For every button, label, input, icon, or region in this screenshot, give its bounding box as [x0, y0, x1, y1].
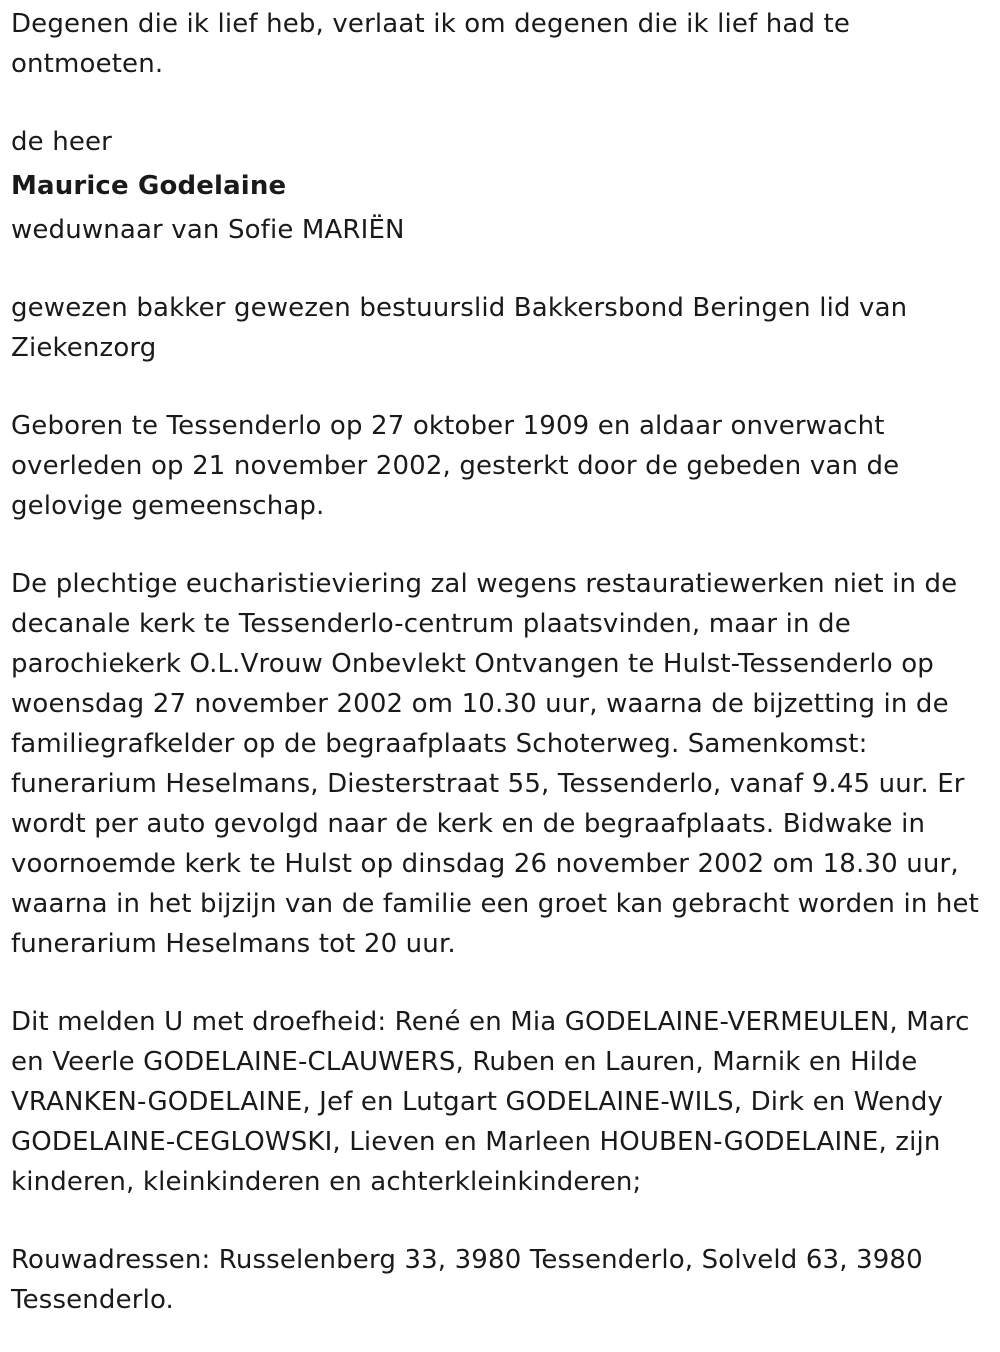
birth-death-paragraph: Geboren te Tessenderlo op 27 oktober 1909 en aldaar onverwacht overleden op 21 november 2002, gesterkt door de gebeden van de gelovige gemeenschap. — [11, 411, 900, 521]
opening-quote: Degenen die ik lief heb, verlaat ik om degenen die ik lief had te ontmoeten. — [11, 9, 851, 79]
addresses-paragraph: Rouwadressen: Russelenberg 33, 3980 Tessenderlo, Solveld 63, 3980 Tessenderlo. — [11, 1245, 923, 1315]
occupation-paragraph: gewezen bakker gewezen bestuurslid Bakkersbond Beringen lid van Ziekenzorg — [11, 293, 908, 363]
deceased-name: Maurice Godelaine — [11, 171, 287, 201]
salutation: de heer — [11, 127, 112, 157]
ceremony-paragraph: De plechtige eucharistieviering zal wegens restauratiewerken niet in de decanale kerk te Tessenderlo-centrum plaatsvinden, maar in de parochiekerk O.L.Vrouw Onbevlekt Ontvangen te Hulst-Tessenderlo op woensdag 27 november 2002 om 10.30 uur, waarna de bijzetting in de familiegrafkelder op de begraafplaats Schoterweg. Samenkomst: funerarium Heselmans, Diesterstraat 55, Tessenderlo, vanaf 9.45 uur. Er wordt per auto gevolgd naar de kerk en de begraafplaats. Bidwake in voornoemde kerk te Hulst op dinsdag 26 november 2002 om 18.30 uur, waarna in het bijzijn van de familie een groet kan gebracht worden in het funerarium Heselmans tot 20 uur. — [11, 569, 979, 959]
widower-line: weduwnaar van Sofie MARIËN — [11, 215, 405, 245]
announcement-paragraph: Dit melden U met droefheid: René en Mia GODELAINE-VERMEULEN, Marc en Veerle GODELAINE-CLAUWERS, Ruben en Lauren, Marnik en Hilde VRANKEN-GODELAINE, Jef en Lutgart GODELAINE-WILS, Dirk en Wendy GODELAINE-CEGLOWSKI, Lieven en Marleen HOUBEN-GODELAINE, zijn kinderen, kleinkinderen en achterkleinkinderen; — [11, 1007, 970, 1197]
